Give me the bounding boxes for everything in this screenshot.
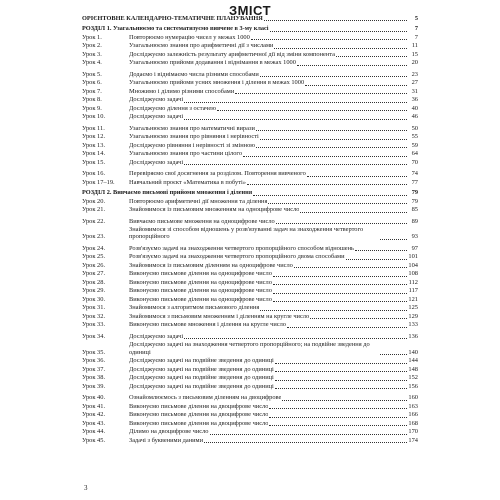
dot-leader (253, 189, 407, 196)
lesson-title: Досліджуємо рівняння і нерівності зі змінною (129, 141, 256, 149)
lesson-title: Досліджуємо задачі (129, 332, 184, 340)
dot-leader (256, 141, 407, 148)
toc-lesson (82, 278, 418, 287)
dot-leader (264, 14, 407, 21)
lesson-page-number: 166 (408, 411, 418, 419)
lesson-title: Перевіряємо свої досягнення за розділом. Повторення вивченого (129, 170, 306, 178)
lesson-title: Досліджуємо задачі (129, 96, 184, 104)
lesson-title: Узагальнюємо знання про математичні вирази (129, 124, 255, 132)
toc-lesson (82, 341, 418, 357)
lesson-page-number: 152 (408, 374, 418, 382)
lesson-page-number: 108 (408, 270, 418, 278)
lesson-number: Урок 21. (82, 206, 106, 214)
dot-leader (305, 79, 407, 86)
dot-leader (256, 124, 407, 131)
lesson-page-number: 97 (411, 244, 418, 252)
toc-lesson (82, 87, 418, 96)
toc-lesson (82, 158, 418, 167)
lesson-page-number: 85 (411, 206, 418, 214)
toc-lesson (82, 382, 418, 391)
toc-lesson (82, 113, 418, 122)
lesson-title: Додаємо і віднімаємо числа різними способами (129, 70, 259, 78)
toc-lesson (82, 217, 418, 226)
dot-leader (275, 374, 407, 381)
lesson-title: Досліджуємо ділення з остачею (129, 104, 216, 112)
lesson-number: Урок 37. (82, 365, 106, 373)
dot-leader (275, 357, 407, 364)
toc-lesson (82, 270, 418, 279)
lesson-number: Урок 2. (82, 42, 102, 50)
lesson-title: Досліджуємо задачі (129, 158, 184, 166)
lesson-page-number: 121 (408, 295, 418, 303)
lesson-page-number: 11 (411, 42, 418, 50)
lesson-number: Урок 39. (82, 382, 106, 390)
dot-leader (275, 382, 407, 389)
lesson-page-number: 64 (411, 150, 418, 158)
toc-lesson (82, 50, 418, 59)
table-of-contents (82, 14, 418, 445)
lesson-title: Повторюємо нумерацію чисел у межах 1000 (129, 33, 250, 41)
dot-leader (217, 104, 407, 111)
lesson-title: Знайомимося з письмовим множенням і діленням на кругле число (129, 312, 310, 320)
lesson-title: Узагальнюємо прийоми додавання і віднімання в межах 1000 (129, 59, 296, 67)
lesson-page-number: 148 (408, 365, 418, 373)
dot-leader (282, 394, 407, 401)
dot-leader (235, 87, 407, 94)
toc-lesson (82, 96, 418, 105)
dot-leader (184, 158, 407, 165)
toc-lesson (82, 374, 418, 383)
lesson-number: Урок 20. (82, 197, 106, 205)
dot-leader (300, 206, 407, 213)
lesson-title: Множимо і ділимо різними способами (129, 87, 235, 95)
lesson-number: Урок 1. (82, 33, 102, 41)
toc-lesson (82, 332, 418, 341)
dot-leader (275, 365, 407, 372)
lesson-number: Урок 8. (82, 96, 102, 104)
dot-leader (184, 96, 407, 103)
lesson-number: Урок 42. (82, 411, 106, 419)
section-heading: РОЗДІЛ 1. Узагальнюємо та систематизуємо вивчене в 3-му класі (82, 25, 269, 33)
toc-lesson (82, 261, 418, 270)
section-heading: ОРІЄНТОВНЕ КАЛЕНДАРНО-ТЕМАТИЧНЕ ПЛАНУВАННЯ (82, 14, 263, 22)
lesson-title: Узагальнюємо знання про рівняння і нерівності (129, 133, 259, 141)
dot-leader (297, 59, 407, 66)
lesson-page-number: 144 (408, 357, 418, 365)
lesson-number: Урок 10. (82, 113, 106, 121)
lesson-title: Виконуємо письмове ділення на одноцифрове число (129, 295, 272, 303)
toc-lesson (82, 206, 418, 215)
lesson-page-number: 168 (408, 419, 418, 427)
lesson-title: Досліджуємо задачі (129, 113, 184, 121)
lesson-title: Виконуємо письмове ділення на одноцифрове число (129, 270, 272, 278)
lesson-page-number: 31 (411, 87, 418, 95)
dot-leader (260, 133, 407, 140)
lesson-title: Знайомимося зі способом відношень у розв'язуванні задач на знаходження четвертого пропорційного (129, 225, 364, 241)
lesson-number: Урок 5. (82, 70, 102, 78)
lesson-number: Урок 38. (82, 374, 106, 382)
dot-leader (276, 217, 407, 224)
toc-lesson (82, 428, 418, 437)
dot-leader (260, 304, 407, 311)
lesson-number: Урок 4. (82, 59, 102, 67)
lesson-page-number: 140 (408, 348, 418, 356)
dot-leader (307, 170, 407, 177)
lesson-page-number: 70 (411, 158, 418, 166)
lesson-title: Виконуємо письмове ділення на одноцифрове число (129, 287, 272, 295)
lesson-number: Урок 28. (82, 278, 106, 286)
lesson-number: Урок 12. (82, 133, 106, 141)
dot-leader (273, 278, 407, 285)
section-heading: РОЗДІЛ 2. Вивчаємо письмові прийоми множення і ділення (82, 189, 253, 197)
dot-leader (268, 197, 407, 204)
toc-lesson (82, 365, 418, 374)
toc-lesson (82, 141, 418, 150)
lesson-page-number: 20 (411, 59, 418, 67)
lesson-title: Виконуємо письмове ділення на двоцифрове число (129, 402, 269, 410)
toc-lesson (82, 411, 418, 420)
lesson-page-number: 156 (408, 382, 418, 390)
dot-leader (380, 233, 407, 240)
dot-leader (243, 150, 407, 157)
lesson-number: Урок 15. (82, 158, 106, 166)
lesson-title: Розв'язуємо задачі на знаходження четвертого пропорційного способом відношень (129, 244, 354, 252)
lesson-page-number: 125 (408, 304, 418, 312)
lesson-page-number: 163 (408, 402, 418, 410)
page-title: ЗМІСТ (228, 3, 272, 18)
lesson-number: Урок 45. (82, 436, 106, 444)
lesson-title: Виконуємо письмове ділення на одноцифрове число (129, 278, 272, 286)
dot-leader (270, 25, 407, 32)
dot-leader (260, 70, 407, 77)
dot-leader (294, 261, 407, 268)
lesson-page-number: 46 (411, 113, 418, 121)
toc-section (82, 189, 418, 198)
lesson-number: Урок 32. (82, 312, 106, 320)
toc-lesson (82, 321, 418, 330)
lesson-number: Урок 41. (82, 402, 106, 410)
lesson-page-number: 117 (408, 287, 418, 295)
dot-leader (269, 411, 407, 418)
lesson-page-number: 170 (408, 428, 418, 436)
lesson-title: Знайомимося із письмовим множенням на одноцифрове число (129, 206, 300, 214)
section-page-number: 79 (411, 189, 418, 197)
lesson-page-number: 93 (411, 233, 418, 241)
lesson-number: Урок 17–19. (82, 178, 115, 186)
lesson-page-number: 101 (408, 253, 418, 261)
dot-leader (355, 244, 407, 251)
toc-lesson (82, 295, 418, 304)
lesson-number: Урок 29. (82, 287, 106, 295)
toc-lesson (82, 178, 418, 187)
toc-lesson (82, 419, 418, 428)
toc-lesson (82, 226, 418, 242)
toc-lesson (82, 42, 418, 51)
dot-leader (247, 178, 407, 185)
lesson-title: Ознайомлюємось з письмовим діленням на двоцифрове (129, 394, 282, 402)
dot-leader (346, 253, 407, 260)
lesson-title: Навчальний проєкт «Математика в побуті» (129, 178, 246, 186)
lesson-number: Урок 43. (82, 419, 106, 427)
lesson-page-number: 129 (408, 312, 418, 320)
lesson-page-number: 23 (411, 70, 418, 78)
toc-lesson (82, 133, 418, 142)
lesson-number: Урок 14. (82, 150, 106, 158)
lesson-number: Урок 34. (82, 332, 106, 340)
lesson-number: Урок 33. (82, 321, 106, 329)
lesson-page-number: 104 (408, 261, 418, 269)
toc-lesson (82, 124, 418, 133)
lesson-title: Вивчаємо письмове множення на одноцифрове число (129, 217, 275, 225)
lesson-title: Узагальнюємо знання про арифметичні дії з числами (129, 42, 274, 50)
lesson-page-number: 112 (408, 278, 418, 286)
lesson-number: Урок 44. (82, 428, 106, 436)
lesson-page-number: 79 (411, 197, 418, 205)
toc-lesson (82, 70, 418, 79)
lesson-title: Досліджуємо залежність результату арифметичної дії від зміни компонента (129, 50, 335, 58)
lesson-number: Урок 16. (82, 170, 106, 178)
dot-leader (269, 402, 407, 409)
lesson-page-number: 136 (408, 332, 418, 340)
lesson-title: Задачі з буквеними даними (129, 436, 203, 444)
lesson-page-number: 174 (408, 436, 418, 444)
lesson-title: Виконуємо письмове ділення на двоцифрове число (129, 419, 269, 427)
toc-lesson (82, 394, 418, 403)
dot-leader (287, 321, 407, 328)
lesson-title: Ділимо на двоцифрове число (129, 428, 209, 436)
toc-lesson (82, 170, 418, 179)
lesson-page-number: 27 (411, 79, 418, 87)
lesson-number: Урок 23. (82, 233, 106, 241)
lesson-number: Урок 3. (82, 50, 102, 58)
dot-leader (269, 419, 407, 426)
toc-lesson (82, 244, 418, 253)
dot-leader (204, 436, 407, 443)
lesson-number: Урок 25. (82, 253, 106, 261)
lesson-page-number: 74 (411, 170, 418, 178)
dot-leader (273, 295, 407, 302)
toc-lesson (82, 312, 418, 321)
lesson-title: Узагальнюємо знання про частини цілого (129, 150, 243, 158)
lesson-page-number: 55 (411, 133, 418, 141)
dot-leader (274, 42, 407, 49)
toc-lesson (82, 150, 418, 159)
page-number: 3 (84, 484, 88, 492)
lesson-page-number: 89 (411, 217, 418, 225)
lesson-page-number: 36 (411, 96, 418, 104)
lesson-page-number: 77 (411, 178, 418, 186)
lesson-number: Урок 6. (82, 79, 102, 87)
dot-leader (184, 332, 407, 339)
toc-lesson (82, 59, 418, 68)
toc-lesson (82, 304, 418, 313)
dot-leader (380, 348, 407, 355)
toc-lesson (82, 287, 418, 296)
lesson-title: Знайомимося з алгоритмом письмового ділення (129, 304, 260, 312)
toc-lesson (82, 436, 418, 445)
lesson-title: Узагальнюємо прийоми усних множення і ділення в межах 1000 (129, 79, 305, 87)
lesson-number: Урок 7. (82, 87, 102, 95)
dot-leader (336, 50, 407, 57)
lesson-number: Урок 40. (82, 394, 106, 402)
toc-lesson (82, 79, 418, 88)
lesson-title: Повторюємо арифметичні дії множення та ділення (129, 197, 268, 205)
lesson-title: Виконуємо письмове ділення на двоцифрове число (129, 411, 269, 419)
lesson-page-number: 40 (411, 104, 418, 112)
section-page-number: 7 (414, 25, 418, 33)
lesson-number: Урок 35. (82, 348, 106, 356)
lesson-number: Урок 31. (82, 304, 106, 312)
lesson-title: Знайомимося із письмовим діленням на одноцифрове число (129, 261, 293, 269)
toc-section (82, 25, 418, 34)
lesson-page-number: 160 (408, 394, 418, 402)
lesson-number: Урок 22. (82, 217, 106, 225)
lesson-title: Досліджуємо задачі на подвійне зведення до одиниці (129, 374, 274, 382)
lesson-number: Урок 9. (82, 104, 102, 112)
lesson-number: Урок 24. (82, 244, 106, 252)
lesson-number: Урок 30. (82, 295, 106, 303)
lesson-title: Досліджуємо задачі на подвійне зведення до одиниці (129, 365, 274, 373)
lesson-number: Урок 36. (82, 357, 106, 365)
toc-lesson (82, 33, 418, 42)
lesson-page-number: 50 (411, 124, 418, 132)
toc-lesson (82, 357, 418, 366)
lesson-title: Досліджуємо задачі на подвійне зведення до одиниці (129, 357, 274, 365)
toc-lesson (82, 104, 418, 113)
dot-leader (251, 33, 407, 40)
lesson-title: Розв'язуємо задачі на знаходження четвертого пропорційного двома способами (129, 253, 345, 261)
lesson-page-number: 7 (414, 33, 418, 41)
toc-lesson (82, 402, 418, 411)
toc-lesson (82, 197, 418, 206)
section-page-number: 5 (414, 14, 418, 22)
lesson-number: Урок 11. (82, 124, 105, 132)
lesson-number: Урок 26. (82, 261, 106, 269)
lesson-title: Виконуємо письмове множення і ділення на кругле число (129, 321, 286, 329)
lesson-title: Досліджуємо задачі на знаходження четвертого пропорційного; на подвійне зведення до одиниці (129, 340, 370, 356)
toc-lesson (82, 253, 418, 262)
dot-leader (184, 113, 407, 120)
lesson-page-number: 59 (411, 141, 418, 149)
lesson-page-number: 133 (408, 321, 418, 329)
dot-leader (210, 428, 408, 435)
dot-leader (273, 270, 407, 277)
dot-leader (273, 287, 407, 294)
lesson-title: Досліджуємо задачі на подвійне зведення до одиниці (129, 382, 274, 390)
toc-section (82, 14, 418, 23)
lesson-page-number: 15 (411, 50, 418, 58)
lesson-number: Урок 13. (82, 141, 106, 149)
dot-leader (310, 312, 407, 319)
lesson-number: Урок 27. (82, 270, 106, 278)
